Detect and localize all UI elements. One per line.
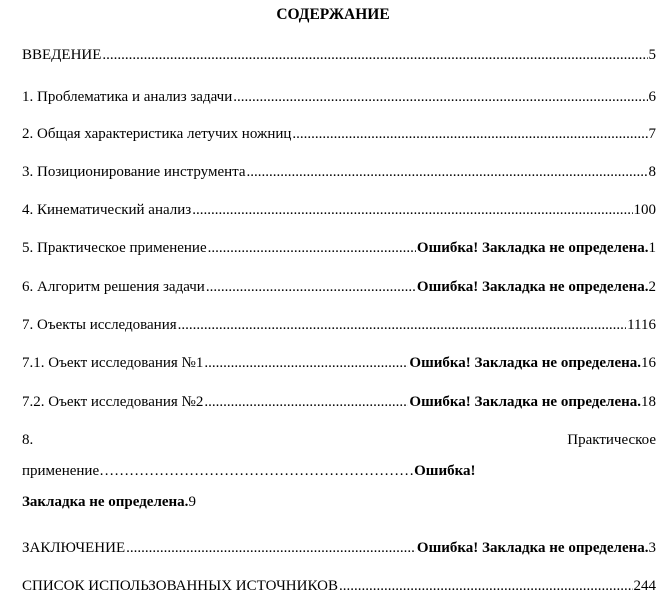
toc-entry[interactable] — [22, 162, 656, 182]
toc-entry-label: применение — [22, 463, 100, 479]
toc-entry-page: 1116 — [627, 317, 656, 333]
toc-entry-page: 8 — [648, 164, 656, 180]
toc-entry-page: 7 — [648, 126, 656, 142]
toc-entry-page: 2 — [648, 279, 656, 295]
toc-entry-error: Ошибка! Закладка не определена. — [409, 394, 641, 410]
toc-entry[interactable] — [22, 353, 656, 373]
toc-entry[interactable] — [22, 45, 656, 65]
toc-entry[interactable] — [22, 277, 656, 297]
toc-dot-leader — [247, 162, 648, 182]
toc-entry-number: 8. — [22, 432, 34, 448]
toc-dot-leader — [102, 45, 647, 65]
toc-entry-page: 100 — [633, 202, 656, 218]
toc-entry-label: 6. Алгоритм решения задачи — [22, 279, 205, 295]
toc-entry-page: 16 — [641, 355, 656, 371]
toc-dot-leader — [204, 353, 408, 373]
toc-dot-leader — [178, 315, 626, 335]
toc-dot-leader — [192, 200, 632, 220]
toc-entry-label: ЗАКЛЮЧЕНИЕ — [22, 540, 126, 556]
toc-entry-page: 3 — [648, 540, 656, 556]
toc-entry[interactable] — [22, 87, 656, 107]
toc-entry-word: Практическое — [567, 432, 656, 448]
toc-wrapped-entry-line2[interactable] — [22, 461, 656, 481]
toc-entry-label: 4. Кинематический анализ — [22, 202, 192, 218]
toc-entry-label: 7.1. Оъект исследования №1 — [22, 355, 204, 371]
toc-entry-label: 5. Практическое применение — [22, 240, 207, 256]
toc-entry-page: 6 — [648, 89, 656, 105]
toc-dot-leader — [339, 576, 633, 596]
toc-dot-leader — [233, 87, 647, 107]
toc-entry-label: 1. Проблематика и анализ задачи — [22, 89, 233, 105]
toc-entry-label: ВВЕДЕНИЕ — [22, 47, 102, 63]
toc-dot-leader — [204, 392, 408, 412]
toc-entry[interactable] — [22, 238, 656, 258]
toc-entry[interactable] — [22, 576, 656, 596]
toc-entry-error: Закладка не определена. — [22, 494, 189, 510]
toc-entry[interactable] — [22, 200, 656, 220]
toc-entry-page: 9 — [188, 494, 196, 510]
toc-wrapped-entry-line1[interactable] — [22, 430, 656, 450]
toc-entry-page: 1 — [648, 240, 656, 256]
toc-entry-error: Ошибка! Закладка не определена. — [416, 279, 649, 295]
toc-entry-error: Ошибка! Закладка не определена. — [409, 355, 641, 371]
toc-entry[interactable] — [22, 124, 656, 144]
toc-entry-label: СПИСОК ИСПОЛЬЗОВАННЫХ ИСТОЧНИКОВ — [22, 578, 338, 594]
toc-entry-label: 3. Позиционирование инструмента — [22, 164, 246, 180]
toc-dot-leader — [292, 124, 647, 144]
toc-entry-label: 2. Общая характеристика летучих ножниц — [22, 126, 292, 142]
toc-entry-error: Ошибка! Закладка не определена. — [416, 240, 649, 256]
toc-dot-leader: ……………………………………………………… — [99, 463, 415, 479]
toc-entry[interactable] — [22, 538, 656, 558]
toc-entry-error: Ошибка! — [414, 463, 476, 479]
toc-entry-page: 18 — [641, 394, 656, 410]
toc-dot-leader — [208, 238, 416, 258]
toc-entry[interactable] — [22, 315, 656, 335]
toc-entry-error: Ошибка! Закладка не определена. — [416, 540, 649, 556]
toc-entry-page: 5 — [648, 47, 656, 63]
toc-entry-label: 7.2. Оъект исследования №2 — [22, 394, 204, 410]
toc-entry[interactable] — [22, 392, 656, 412]
toc-entry-label: 7. Оъекты исследования — [22, 317, 177, 333]
toc-dot-leader — [126, 538, 416, 558]
toc-dot-leader — [206, 277, 416, 297]
toc-title: СОДЕРЖАНИЕ — [276, 6, 390, 23]
toc-entry-page: 244 — [633, 578, 656, 594]
toc-wrapped-entry-line3[interactable] — [22, 492, 656, 512]
